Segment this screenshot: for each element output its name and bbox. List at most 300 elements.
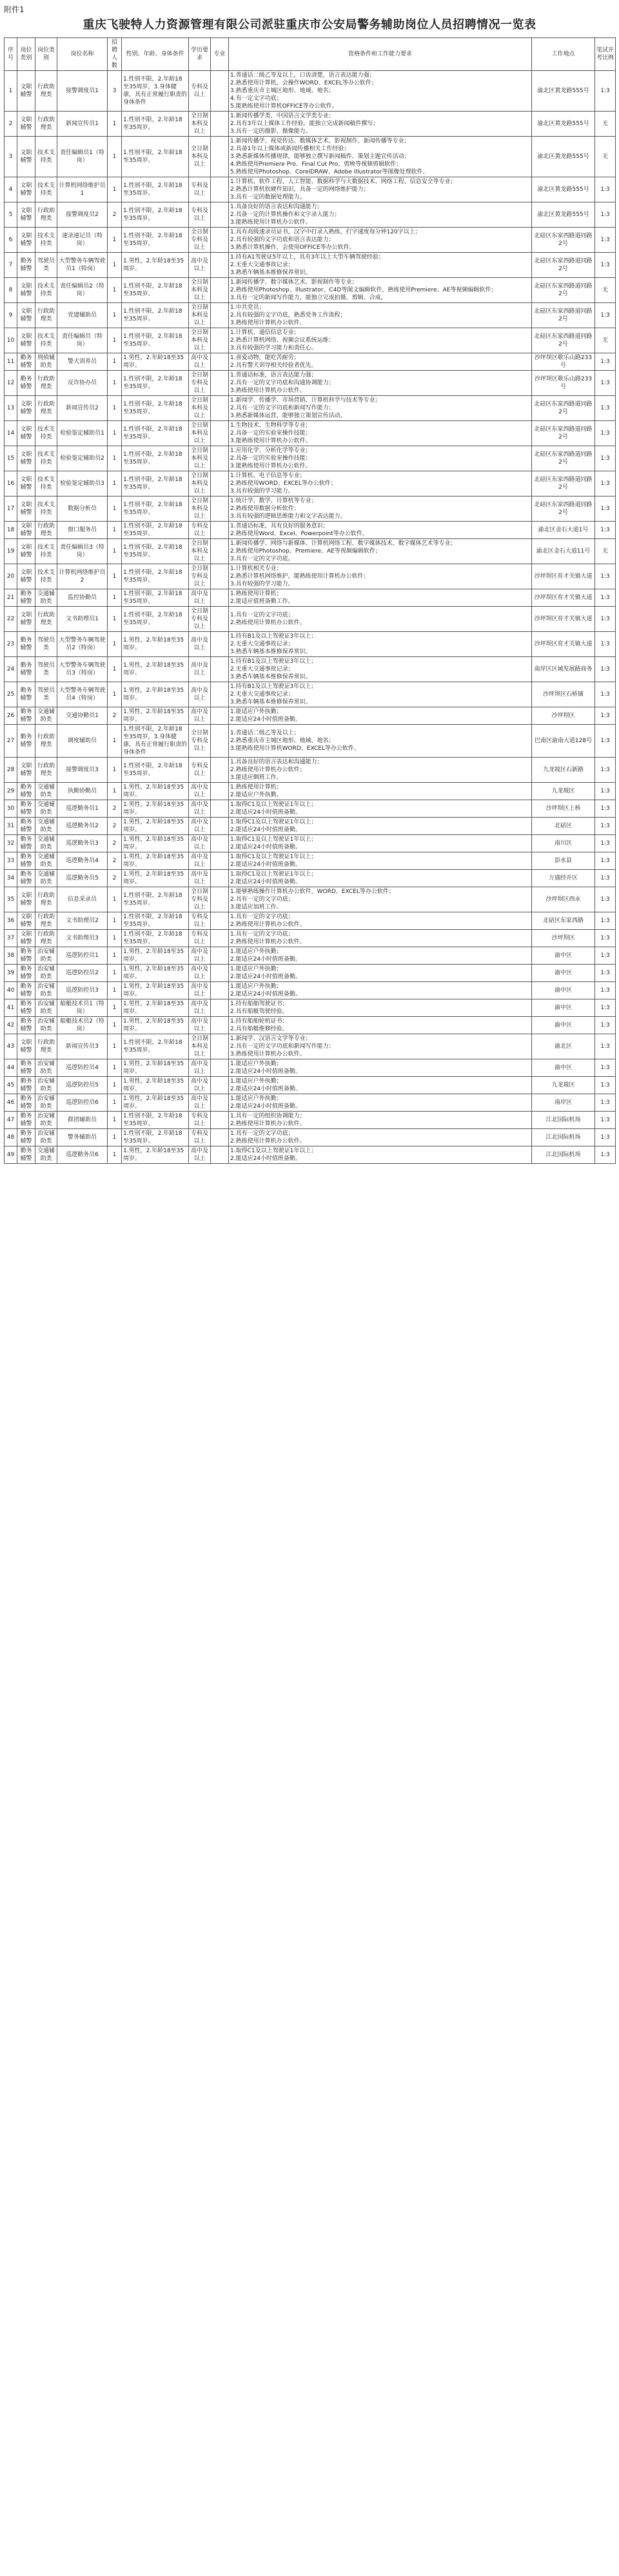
- req-line: 3.能熟练使用计算机办公软件。: [230, 219, 311, 226]
- cell-count: 1: [108, 1094, 122, 1112]
- cell-edu: 专科及以上: [189, 930, 211, 947]
- req-line: 3.熟悉新媒体传播规律，能够独立撰写新闻稿件、策划主题宣传活动；: [230, 153, 410, 160]
- cell-name: 接警调度员2: [57, 202, 108, 228]
- cell-place: 渝北区金石大道11号: [532, 539, 595, 564]
- cell-count: 1: [108, 657, 122, 682]
- cell-cat1: 文职辅警: [17, 497, 35, 522]
- cell-cond: 1.男性，2.年龄18至35周岁。: [122, 1017, 189, 1034]
- req-line: 2.具备一定的实验室操作技能；: [230, 430, 311, 437]
- table-row: [5, 1034, 616, 1059]
- cell-place: 渝北区黄龙路555号: [532, 71, 595, 112]
- cell-place: 彭水县: [532, 852, 595, 870]
- cell-cond: 1.性别不限，2.年龄18至35周岁。: [122, 1129, 189, 1146]
- cell-cat2: 行政助理类: [35, 725, 57, 758]
- cell-major: [211, 682, 229, 707]
- cell-cond: 1.男性，2.年龄18至35周岁。: [122, 632, 189, 657]
- cell-cat2: 交通辅助类: [35, 870, 57, 887]
- cell-cond: 1.性别不限，2.年龄18至35周岁。: [122, 564, 189, 589]
- req-line: 1.具有一定的文字功底；: [230, 1130, 294, 1137]
- cell-cond: 1.男性，2.年龄18至35周岁。: [122, 800, 189, 818]
- cell-ratio: 1:3: [595, 177, 616, 202]
- cell-req: [229, 947, 532, 965]
- cell-name: 大型警务车辆驾驶员4（特岗）: [57, 682, 108, 707]
- cell-name: 责任编辑员2（特岗）: [57, 278, 108, 303]
- cell-no: 48: [5, 1129, 17, 1146]
- cell-place: 沙坪坝区育才关镇大道: [532, 632, 595, 657]
- cell-cat2: 行政助理类: [35, 371, 57, 396]
- req-line: 2.熟悉重庆市主城区地形、地域、地名；: [230, 738, 335, 744]
- req-line: 1.新闻学、汉语言文学等专业；: [230, 1036, 311, 1042]
- req-line: 1.能适应户外执勤；: [230, 1096, 282, 1102]
- cell-place: 沙坪坝区育才关镇大道: [532, 564, 595, 589]
- req-line: 1.新闻传播学、网络与新媒体、计算机网络工程、数字媒体技术、数字媒体艺术等专业；: [230, 540, 457, 547]
- req-line: 3.能适应倒班工作。: [230, 774, 282, 781]
- cell-cat1: 文职辅警: [17, 71, 35, 112]
- cell-count: 1: [108, 1059, 122, 1077]
- cell-no: 34: [5, 870, 17, 887]
- cell-req: [229, 758, 532, 783]
- cell-cat1: 勤务辅警: [17, 725, 35, 758]
- cell-cat2: 治安辅助类: [35, 1094, 57, 1112]
- cell-req: [229, 112, 532, 137]
- cell-req: [229, 371, 532, 396]
- cell-cat2: 行政助理类: [35, 912, 57, 930]
- cell-place: 北碚区东家西路: [532, 912, 595, 930]
- cell-major: [211, 835, 229, 852]
- cell-major: [211, 71, 229, 112]
- cell-name: 巡逻防控员5: [57, 1077, 108, 1094]
- cell-edu: 全日制本科及以上: [189, 112, 211, 137]
- annex-label: 附件1: [4, 5, 25, 14]
- req-line: 1.能适应户外执勤；: [230, 1061, 282, 1067]
- cell-cat1: 勤务辅警: [17, 965, 35, 982]
- table-row: [5, 228, 616, 253]
- cell-req: [229, 522, 532, 539]
- cell-edu: 高中及以上: [189, 1017, 211, 1034]
- cell-edu: 全日制本科及以上: [189, 539, 211, 564]
- table-row: [5, 982, 616, 999]
- header-edu: 学历要求: [189, 38, 211, 71]
- cell-cat1: 文职辅警: [17, 278, 35, 303]
- cell-no: 47: [5, 1112, 17, 1129]
- cell-cat1: 勤务辅警: [17, 835, 35, 852]
- req-line: 1.能够熟练操作计算机办公软件，WORD、EXCEL等办公软件；: [230, 889, 395, 895]
- cell-cat1: 勤务辅警: [17, 1146, 35, 1164]
- cell-req: [229, 1129, 532, 1146]
- cell-count: 1: [108, 725, 122, 758]
- cell-no: 30: [5, 800, 17, 818]
- req-line: 1.计算机、软件工程、人工智能、数据科学与大数据技术、网络工程、信息安全等专业；: [230, 179, 457, 185]
- table-row: [5, 965, 616, 982]
- cell-req: [229, 870, 532, 887]
- cell-cond: 1.性别不限，2.年龄18至35周岁。: [122, 328, 189, 353]
- cell-ratio: 1:3: [595, 446, 616, 471]
- cell-major: [211, 1146, 229, 1164]
- cell-count: 1: [108, 1129, 122, 1146]
- req-line: 2.熟练使用数据分析软件；: [230, 506, 300, 512]
- cell-edu: 高中及以上: [189, 657, 211, 682]
- cell-ratio: 1:3: [595, 253, 616, 278]
- cell-no: 42: [5, 1017, 17, 1034]
- cell-no: 3: [5, 137, 17, 177]
- cell-place: 沙坪坝区西永: [532, 887, 595, 912]
- cell-major: [211, 137, 229, 177]
- cell-major: [211, 870, 229, 887]
- cell-cat2: 交通辅助类: [35, 852, 57, 870]
- req-line: 1.取得C1及以上驾驶证1年以上；: [230, 819, 317, 825]
- cell-cond: 1.男性，2.年龄18至35周岁。: [122, 870, 189, 887]
- cell-cond: 1.性别不限，2.年龄18至35周岁。: [122, 522, 189, 539]
- cell-cat2: 治安辅助类: [35, 1017, 57, 1034]
- cell-place: 北碚区东家西路道同路2号: [532, 228, 595, 253]
- cell-ratio: 无: [595, 539, 616, 564]
- cell-cat1: 勤务辅警: [17, 632, 35, 657]
- cell-no: 37: [5, 930, 17, 947]
- cell-cat2: 驾驶员类: [35, 657, 57, 682]
- req-line: 1.计算机相关专业；: [230, 565, 282, 572]
- cell-count: 1: [108, 682, 122, 707]
- cell-name: 群团辅助员: [57, 1112, 108, 1129]
- cell-cond: 1.性别不限，2.年龄18至35周岁。: [122, 421, 189, 446]
- cell-place: 渝中区: [532, 1059, 595, 1077]
- cell-cat1: 勤务辅警: [17, 707, 35, 725]
- cell-count: 1: [108, 328, 122, 353]
- cell-edu: 高中及以上: [189, 589, 211, 607]
- cell-major: [211, 852, 229, 870]
- cell-count: 1: [108, 471, 122, 497]
- cell-req: [229, 353, 532, 371]
- cell-edu: 专科及以上: [189, 202, 211, 228]
- table-row: [5, 446, 616, 471]
- req-line: 2.具有较强的文字功底，熟悉党务工作流程；: [230, 312, 346, 319]
- cell-major: [211, 353, 229, 371]
- cell-count: 1: [108, 632, 122, 657]
- req-line: 5.能熟练使用计算机OFFICE等办公软件。: [230, 103, 338, 110]
- cell-req: [229, 632, 532, 657]
- cell-no: 39: [5, 965, 17, 982]
- cell-cond: 1.男性，2.年龄18至35周岁。: [122, 1146, 189, 1164]
- req-line: 1.新闻传播学、视觉传达、数媒体艺术、影视制作、新闻传播等专业；: [230, 138, 410, 144]
- cell-place: 沙坪坝区石桥铺: [532, 682, 595, 707]
- req-line: 2.熟练使用Photoshop、Illustrator、C4D等图文编辑软件，熟练使用Premiere、AE等视频编辑软件；: [230, 287, 497, 293]
- req-line: 1.普通话二级乙等及以上，口齿清楚，语言表达能力强；: [230, 72, 375, 79]
- cell-major: [211, 887, 229, 912]
- cell-cond: 1.性别不限，2.年龄18至35周岁。: [122, 446, 189, 471]
- cell-cat1: 文职辅警: [17, 303, 35, 328]
- cell-req: [229, 471, 532, 497]
- cell-place: 沙坪坝区: [532, 707, 595, 725]
- cell-cond: 1.性别不限，2.年龄18至35周岁，3.身体健康，具有正常履行职责的身体条件: [122, 725, 189, 758]
- cell-no: 40: [5, 982, 17, 999]
- table-row: [5, 852, 616, 870]
- cell-cat1: 勤务辅警: [17, 982, 35, 999]
- req-line: 2.具有一定的文字功底和沟通协调能力；: [230, 380, 335, 386]
- req-line: 2.具备一定的计算机操作和文字录入能力；: [230, 211, 340, 218]
- req-line: 3.具有较强的逻辑思维能力和文字表达能力。: [230, 513, 346, 520]
- table-row: [5, 396, 616, 421]
- cell-name: 新闻宣传员2: [57, 396, 108, 421]
- cell-count: 1: [108, 1034, 122, 1059]
- cell-ratio: 1:3: [595, 632, 616, 657]
- cell-edu: 高中及以上: [189, 1146, 211, 1164]
- cell-cond: 1.性别不限，2.年龄18至35周岁。: [122, 607, 189, 632]
- cell-name: 检验鉴定辅助员2: [57, 446, 108, 471]
- cell-req: [229, 607, 532, 632]
- cell-cond: 1.性别不限，2.年龄18至35周岁。: [122, 202, 189, 228]
- cell-req: [229, 589, 532, 607]
- cell-place: 南岸区区域发展路商务: [532, 657, 595, 682]
- req-line: 2.具有一定的文字功底和新闻写作能力；: [230, 1043, 335, 1050]
- cell-cat1: 文职辅警: [17, 202, 35, 228]
- cell-req: [229, 887, 532, 912]
- cell-count: 2: [108, 870, 122, 887]
- cell-req: [229, 965, 532, 982]
- cell-req: [229, 1112, 532, 1129]
- cell-place: 沙坪坝区上桥: [532, 800, 595, 818]
- req-line: 1.能适应户外执勤；: [230, 709, 282, 715]
- cell-ratio: 1:3: [595, 947, 616, 965]
- cell-name: 接警调度员1: [57, 71, 108, 112]
- cell-edu: 专科及以上: [189, 1112, 211, 1129]
- cell-cat2: 行政助理类: [35, 1034, 57, 1059]
- cell-ratio: 1:3: [595, 912, 616, 930]
- table-row: [5, 471, 616, 497]
- table-row: [5, 497, 616, 522]
- req-line: 1.具有一定的组织协调能力；: [230, 1113, 306, 1119]
- cell-major: [211, 1059, 229, 1077]
- table-row: [5, 912, 616, 930]
- cell-ratio: 1:3: [595, 870, 616, 887]
- cell-req: [229, 835, 532, 852]
- cell-req: [229, 852, 532, 870]
- cell-edu: 高中及以上: [189, 707, 211, 725]
- cell-cond: 1.性别不限，2.年龄18至35周岁。: [122, 1112, 189, 1129]
- cell-count: 1: [108, 999, 122, 1017]
- cell-cat2: 治安辅助类: [35, 982, 57, 999]
- cell-edu: 全日制本科及以上: [189, 1034, 211, 1059]
- req-line: 3.具有较强的学习能力。: [230, 488, 294, 495]
- cell-edu: 全日制本科及以上: [189, 471, 211, 497]
- table-row: [5, 303, 616, 328]
- cell-no: 15: [5, 446, 17, 471]
- cell-cat2: 刑侦辅助类: [35, 353, 57, 371]
- cell-cat1: 文职辅警: [17, 328, 35, 353]
- cell-req: [229, 725, 532, 758]
- cell-req: [229, 783, 532, 800]
- req-line: 2.熟练使用Photoshop、Premiere、AE等视频编辑软件；: [230, 548, 381, 555]
- cell-no: 27: [5, 725, 17, 758]
- cell-count: 1: [108, 965, 122, 982]
- table-row: [5, 947, 616, 965]
- table-row: [5, 353, 616, 371]
- cell-ratio: 1:3: [595, 1034, 616, 1059]
- cell-name: 巡逻防控员4: [57, 1059, 108, 1077]
- cell-no: 35: [5, 887, 17, 912]
- cell-ratio: 1:3: [595, 758, 616, 783]
- cell-place: 江北国际机场: [532, 1129, 595, 1146]
- cell-cat1: 勤务辅警: [17, 800, 35, 818]
- cell-cat2: 驾驶员类: [35, 632, 57, 657]
- cell-name: 大型警务车辆驾驶员1（特岗）: [57, 253, 108, 278]
- cell-major: [211, 253, 229, 278]
- cell-place: 渝北区黄龙路555号: [532, 177, 595, 202]
- cell-cat1: 文职辅警: [17, 446, 35, 471]
- req-line: 2.无重大交通事故记录；: [230, 691, 294, 698]
- cell-place: 渝中区: [532, 947, 595, 965]
- req-line: 3.能熟练使用计算机办公软件。: [230, 438, 311, 444]
- req-line: 1.喜爱动物，能吃苦耐劳；: [230, 355, 300, 361]
- cell-cat2: 治安辅助类: [35, 947, 57, 965]
- cell-edu: 全日制本科及以上: [189, 137, 211, 177]
- cell-cat2: 交通辅助类: [35, 835, 57, 852]
- req-line: 1.普通话二级乙等及以上；: [230, 730, 300, 736]
- cell-place: 北碚区东家西路道同路2号: [532, 328, 595, 353]
- cell-ratio: 1:3: [595, 71, 616, 112]
- cell-count: 1: [108, 982, 122, 999]
- cell-edu: 高中及以上: [189, 1094, 211, 1112]
- cell-name: 责任编辑员3（特岗）: [57, 539, 108, 564]
- cell-ratio: 1:3: [595, 852, 616, 870]
- header-cat2: 岗位类别: [35, 38, 57, 71]
- cell-ratio: 1:3: [595, 982, 616, 999]
- req-line: 1.持有A1驾驶证5年以上，具有3年以上大型车辆驾驶经验；: [230, 254, 384, 261]
- cell-cond: 1.男性，2.年龄18至35周岁。: [122, 707, 189, 725]
- cell-major: [211, 707, 229, 725]
- cell-no: 22: [5, 607, 17, 632]
- cell-ratio: 1:3: [595, 228, 616, 253]
- cell-no: 29: [5, 783, 17, 800]
- cell-cat1: 勤务辅警: [17, 253, 35, 278]
- cell-cat2: 治安辅助类: [35, 1129, 57, 1146]
- req-line: 3.熟悉重庆市主城区地形、地域、地名；: [230, 88, 335, 94]
- header-ratio: 笔试开考比例: [595, 38, 616, 71]
- cell-no: 17: [5, 497, 17, 522]
- cell-cat2: 行政助理类: [35, 887, 57, 912]
- cell-no: 6: [5, 228, 17, 253]
- cell-cat1: 文职辅警: [17, 396, 35, 421]
- table-row: [5, 564, 616, 589]
- cell-cat1: 文职辅警: [17, 1034, 35, 1059]
- req-line: 2.能适应24小时值班备勤。: [230, 827, 302, 833]
- cell-name: 信息采录员: [57, 887, 108, 912]
- cell-count: 1: [108, 783, 122, 800]
- req-line: 2.熟练使用计算机办公软件。: [230, 1121, 306, 1127]
- cell-no: 4: [5, 177, 17, 202]
- cell-req: [229, 278, 532, 303]
- cell-cond: 1.男性，2.年龄18至35周岁。: [122, 947, 189, 965]
- cell-edu: 专科及以上: [189, 758, 211, 783]
- cell-no: 10: [5, 328, 17, 353]
- cell-cat2: 治安辅助类: [35, 1112, 57, 1129]
- cell-req: [229, 421, 532, 446]
- cell-place: 北碚区东家西路道同路2号: [532, 278, 595, 303]
- cell-edu: 高中及以上: [189, 852, 211, 870]
- cell-cat1: 勤务辅警: [17, 1094, 35, 1112]
- cell-edu: 高中及以上: [189, 1077, 211, 1094]
- cell-no: 12: [5, 371, 17, 396]
- cell-cat1: 勤务辅警: [17, 947, 35, 965]
- cell-count: 2: [108, 835, 122, 852]
- cell-cond: 1.男性，2.年龄18至35周岁。: [122, 1077, 189, 1094]
- cell-name: 计算机网络维护员2: [57, 564, 108, 589]
- cell-place: 渝北区金石大道1号: [532, 522, 595, 539]
- cell-no: 2: [5, 112, 17, 137]
- req-line: 1.持有船舶驾驶证书；: [230, 1001, 288, 1007]
- cell-major: [211, 564, 229, 589]
- cell-cat2: 治安辅助类: [35, 965, 57, 982]
- cell-ratio: 1:3: [595, 682, 616, 707]
- cell-edu: 高中及以上: [189, 835, 211, 852]
- req-line: 1.取得C1及以上驾驶证1年以上；: [230, 854, 317, 860]
- cell-no: 13: [5, 396, 17, 421]
- cell-name: 数据分析员: [57, 497, 108, 522]
- cell-cat1: 文职辅警: [17, 887, 35, 912]
- cell-name: 文书助理员1: [57, 607, 108, 632]
- req-line: 2.熟练使用WORD、EXCEL等办公软件；: [230, 480, 337, 487]
- cell-cond: 1.性别不限，2.年龄18至35周岁，3.身体健康，具有正常履行职责的身体条件: [122, 71, 189, 112]
- cell-cat2: 交通辅助类: [35, 707, 57, 725]
- cell-edu: 全日制本科及以上: [189, 278, 211, 303]
- cell-cat1: 文职辅警: [17, 912, 35, 930]
- cell-major: [211, 632, 229, 657]
- cell-place: 渝北区: [532, 1034, 595, 1059]
- cell-cat2: 行政助理类: [35, 607, 57, 632]
- cell-req: [229, 328, 532, 353]
- cell-major: [211, 202, 229, 228]
- cell-no: 11: [5, 353, 17, 371]
- cell-major: [211, 328, 229, 353]
- table-row: [5, 682, 616, 707]
- cell-cat2: 驾驶员类: [35, 253, 57, 278]
- cell-cond: 1.性别不限，2.年龄18至35周岁。: [122, 539, 189, 564]
- cell-count: 3: [108, 71, 122, 112]
- table-row: [5, 71, 616, 112]
- req-line: 3.能熟练使用计算机办公软件。: [230, 463, 311, 469]
- cell-ratio: 1:3: [595, 965, 616, 982]
- cell-req: [229, 303, 532, 328]
- req-line: 2.能适应24小时值班备勤。: [230, 1068, 302, 1075]
- cell-cat2: 交通辅助类: [35, 800, 57, 818]
- cell-ratio: 1:3: [595, 1094, 616, 1112]
- cell-no: 21: [5, 589, 17, 607]
- cell-place: 北碚区东家西路道同路2号: [532, 497, 595, 522]
- req-line: 1.具有一定的文字功底；: [230, 914, 294, 920]
- cell-no: 31: [5, 818, 17, 835]
- cell-cat2: 治安辅助类: [35, 1059, 57, 1077]
- req-line: 1.能适应户外执勤；: [230, 1078, 282, 1085]
- req-line: 2.具有船艇维修经验。: [230, 1026, 288, 1032]
- cell-cat1: 勤务辅警: [17, 999, 35, 1017]
- table-row: [5, 112, 616, 137]
- req-line: 3.能适应加班工作。: [230, 904, 282, 910]
- req-line: 1.中共党员；: [230, 304, 265, 311]
- cell-major: [211, 228, 229, 253]
- cell-ratio: 1:3: [595, 1112, 616, 1129]
- cell-edu: 全日制专科及以上: [189, 607, 211, 632]
- cell-ratio: 1:3: [595, 202, 616, 228]
- cell-ratio: 1:3: [595, 353, 616, 371]
- cell-major: [211, 982, 229, 999]
- req-line: 3.熟悉车辆基本维修保养常识。: [230, 649, 311, 655]
- cell-major: [211, 446, 229, 471]
- cell-major: [211, 725, 229, 758]
- cell-count: 1: [108, 278, 122, 303]
- cell-place: 北碚区东家西路道同路2号: [532, 446, 595, 471]
- table-row: [5, 328, 616, 353]
- cell-req: [229, 800, 532, 818]
- req-line: 2.无重大交通事故记录；: [230, 262, 294, 268]
- cell-cat2: 行政助理类: [35, 758, 57, 783]
